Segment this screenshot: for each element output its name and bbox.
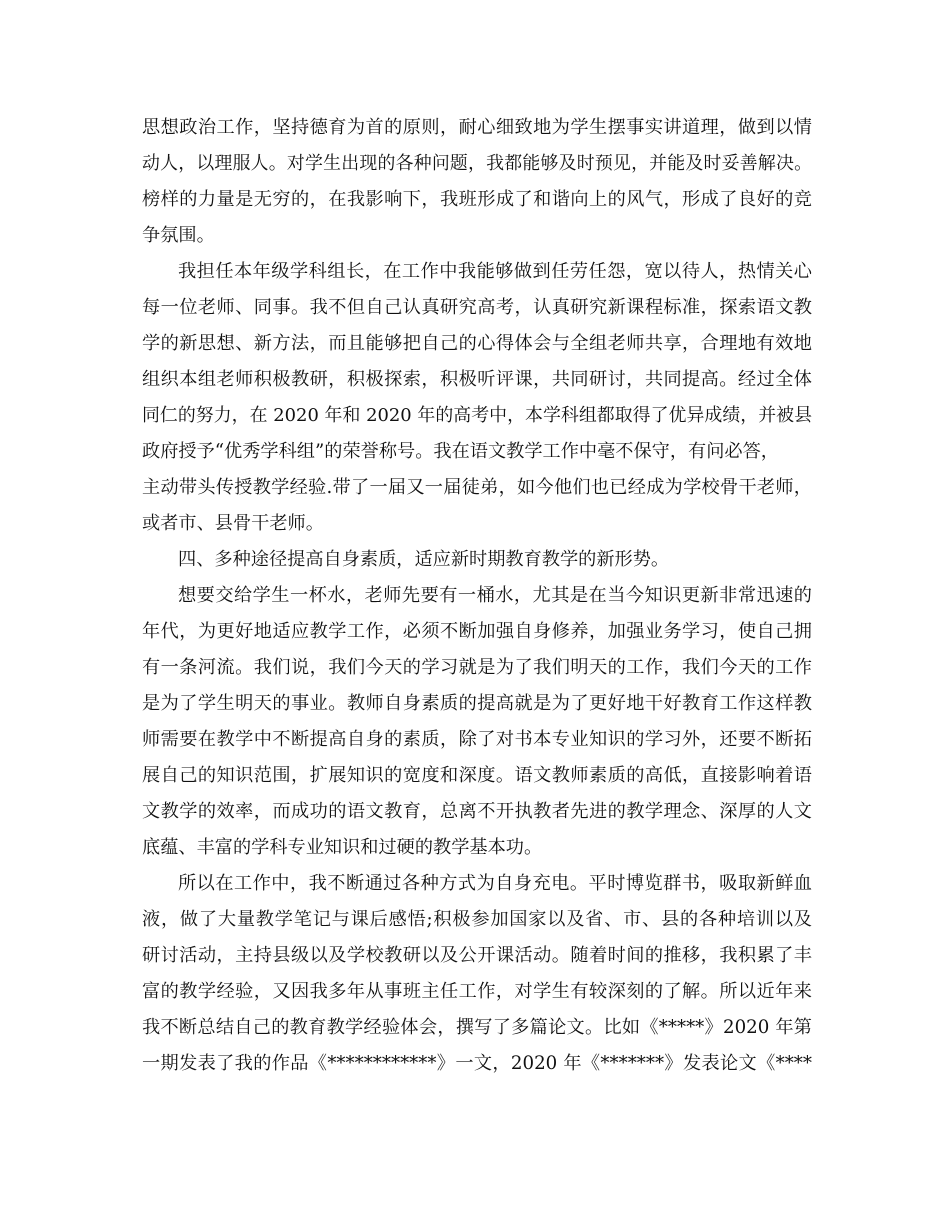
text-line: 年代，为更好地适应教学工作，必须不断加强自身修养，加强业务学习，使自己拥 (142, 621, 812, 642)
text-line: 富的教学经验，又因我多年从事班主任工作，对学生有较深刻的了解。所以近年来 (142, 981, 812, 1002)
text-line: 研讨活动，主持县级以及学校教研以及公开课活动。随着时间的推移，我积累了丰 (142, 945, 812, 966)
text-line: 底蕴、丰富的学科专业知识和过硬的教学基本功。 (142, 837, 543, 858)
text-line: 政府授予“优秀学科组”的荣誉称号。我在语文教学工作中毫不保守，有问必答， (142, 441, 779, 462)
text-line: 一期发表了我的作品《************》一文，2020 年《*******》发表论文《**** (142, 1053, 812, 1074)
text-line: 我不断总结自己的教育教学经验体会，撰写了多篇论文。比如《*****》2020 年第 (142, 1017, 812, 1038)
text-line: 争氛围。 (142, 225, 215, 246)
text-line: 组织本组老师积极教研，积极探索，积极听评课，共同研讨，共同提高。经过全体 (142, 369, 812, 390)
text-line: 主动带头传授教学经验.带了一届又一届徒弟，如今他们也已经成为学校骨干老师， (142, 477, 812, 498)
text-line: 动人，以理服人。对学生出现的各种问题，我都能够及时预见，并能及时妥善解决。 (142, 153, 812, 174)
paragraph-first-line: 想要交给学生一杯水，老师先要有一桶水，尤其是在当今知识更新非常迅速的 (178, 585, 812, 606)
text-line: 液，做了大量教学笔记与课后感悟;积极参加国家以及省、市、县的各种培训以及 (142, 909, 812, 930)
text-line: 有一条河流。我们说，我们今天的学习就是为了我们明天的工作，我们今天的工作 (142, 657, 812, 678)
text-line: 展自己的知识范围，扩展知识的宽度和深度。语文教师素质的高低，直接影响着语 (142, 765, 812, 786)
text-line: 文教学的效率，而成功的语文教育，总离不开执教者先进的教学理念、深厚的人文 (142, 801, 812, 822)
text-line: 学的新思想、新方法，而且能够把自己的心得体会与全组老师共享，合理地有效地 (142, 333, 812, 354)
text-line: 同仁的努力，在 2020 年和 2020 年的高考中，本学科组都取得了优异成绩，并被县 (142, 405, 812, 426)
text-line: 思想政治工作，坚持德育为首的原则，耐心细致地为学生摆事实讲道理，做到以情 (142, 117, 812, 138)
text-line: 是为了学生明天的事业。教师自身素质的提高就是为了更好地干好教育工作这样教 (142, 693, 812, 714)
text-line: 每一位老师、同事。我不但自己认真研究高考，认真研究新课程标准，探索语文教 (142, 297, 812, 318)
section-heading: 四、多种途径提高自身素质，适应新时期教育教学的新形势。 (178, 549, 670, 570)
paragraph-first-line: 我担任本年级学科组长，在工作中我能够做到任劳任怨，宽以待人，热情关心 (178, 261, 812, 282)
paragraph-first-line: 所以在工作中，我不断通过各种方式为自身充电。平时博览群书，吸取新鲜血 (178, 873, 812, 894)
document-body (142, 110, 812, 1082)
text-line: 师需要在教学中不断提高自身的素质，除了对书本专业知识的学习外，还要不断拓 (142, 729, 812, 750)
text-line: 榜样的力量是无穷的，在我影响下，我班形成了和谐向上的风气，形成了良好的竞 (142, 189, 812, 210)
text-line: 或者市、县骨干老师。 (142, 513, 324, 534)
